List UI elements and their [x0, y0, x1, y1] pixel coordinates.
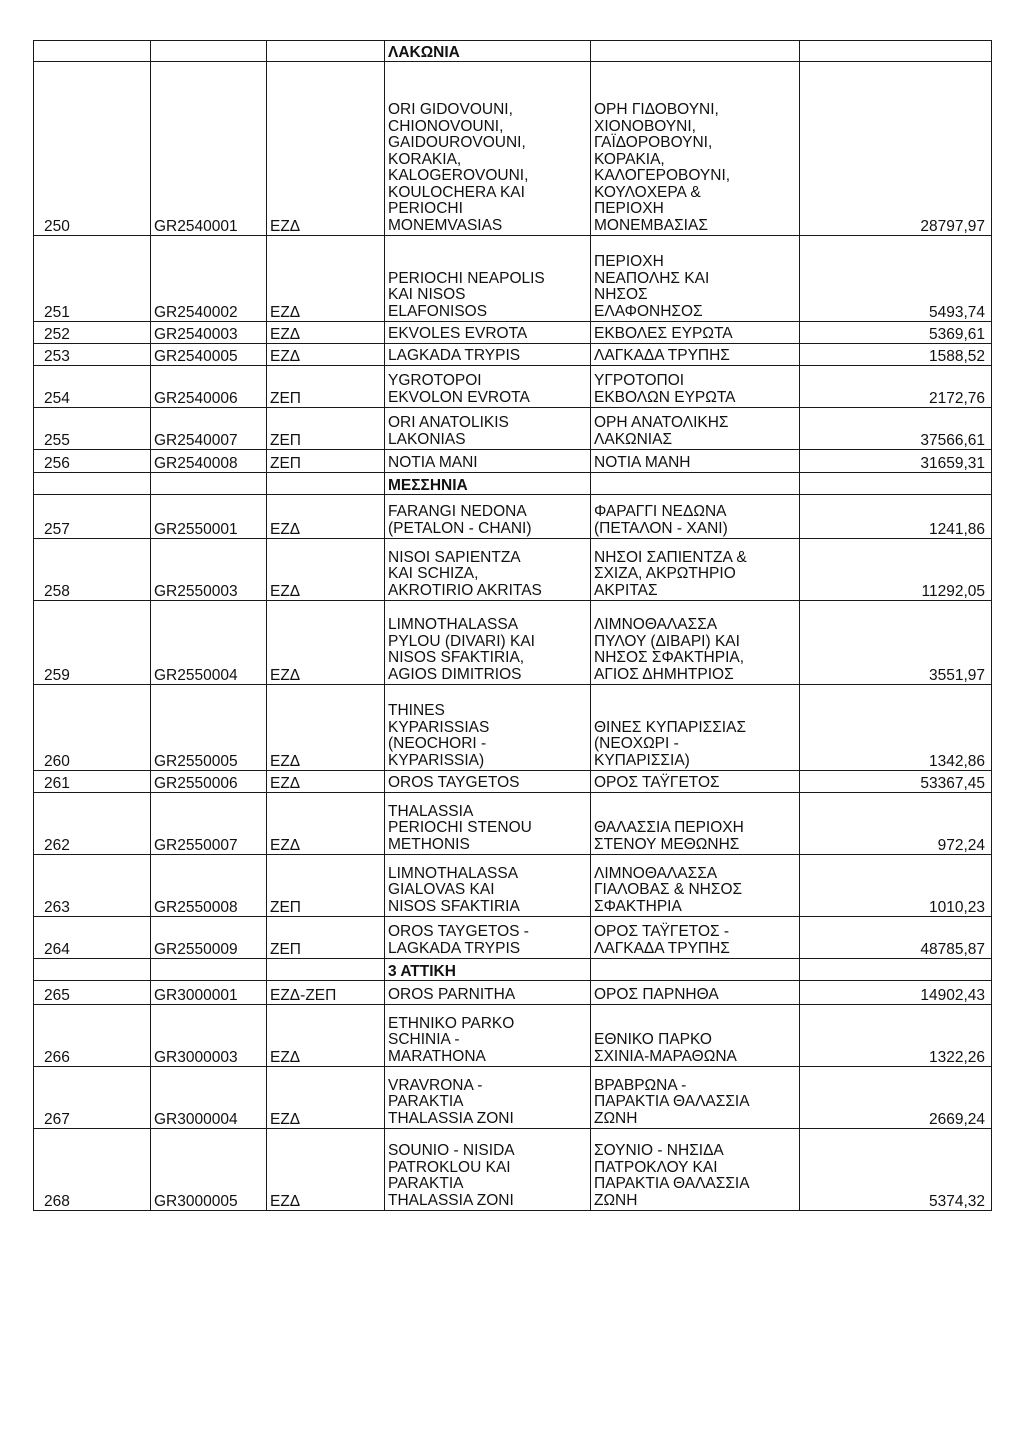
table-body	[34, 41, 992, 1211]
site-area: 31659,31	[800, 450, 992, 473]
site-name-greek	[591, 344, 800, 366]
site-name-greek	[591, 981, 800, 1005]
site-name-latin-line: OROS TAYGETOS	[388, 773, 520, 791]
site-name-greek	[591, 855, 800, 917]
site-type: ΕΖΔ	[267, 539, 385, 601]
site-type: ΕΖΔ	[267, 236, 385, 322]
site-name-latin-line: SCHINIA -	[388, 1031, 460, 1048]
site-name-greek	[591, 601, 800, 685]
site-name-greek-line: ΝΕΑΠΟΛΗΣ ΚΑΙ	[594, 269, 710, 287]
site-name-greek-line: ΚΥΠΑΡΙΣΣΙΑ)	[594, 751, 690, 769]
empty-cell	[267, 41, 385, 62]
site-name-latin-line: YGROTOPOI	[388, 372, 482, 389]
site-name-latin-line: AKROTIRIO AKRITAS	[388, 581, 542, 599]
site-name-latin-line: CHIONOVOUNI,	[388, 117, 504, 135]
site-name-greek	[591, 236, 800, 322]
table-row	[34, 450, 992, 473]
site-name-latin-line: LIMNOTHALASSA	[388, 616, 519, 633]
site-name-greek	[591, 917, 800, 959]
site-name-latin-line: ORI ANATOLIKIS	[388, 414, 509, 431]
site-name-latin	[385, 855, 591, 917]
site-name-latin-line: MARATHONA	[388, 1047, 486, 1065]
site-code: GR2550005	[151, 685, 267, 771]
empty-cell	[591, 959, 800, 981]
site-type: ΕΖΔ	[267, 1005, 385, 1067]
site-name-latin	[385, 366, 591, 408]
table-row	[34, 1129, 992, 1211]
site-code: GR2540007	[151, 408, 267, 450]
site-name-latin	[385, 685, 591, 771]
site-name-greek-line: ΧΙΟΝΟΒΟΥΝΙ,	[594, 117, 696, 135]
site-name-latin-line: LAGKADA TRYPIS	[388, 939, 521, 957]
site-name-latin	[385, 771, 591, 793]
site-type: ΕΖΔ	[267, 793, 385, 855]
site-name-latin-line: NISOS SFAKTIRIA	[388, 897, 520, 915]
site-name-latin-line: LAKONIAS	[388, 430, 466, 448]
site-name-latin-line: VRAVRONA -	[388, 1076, 483, 1094]
site-name-latin	[385, 322, 591, 344]
site-name-latin	[385, 1067, 591, 1129]
empty-cell	[34, 41, 151, 62]
table-row	[34, 1067, 992, 1129]
site-name-greek-line: ΑΚΡΙΤΑΣ	[594, 581, 658, 599]
site-name-latin-line: KAI NISOS	[388, 286, 466, 303]
site-name-greek-line: (ΠΕΤΑΛΟΝ - ΧΑΝΙ)	[594, 519, 728, 537]
site-number: 264	[34, 917, 151, 959]
table-row	[34, 539, 992, 601]
site-name-latin-line: LAGKADA TRYPIS	[388, 346, 521, 364]
site-name-latin-line: ELAFONISOS	[388, 302, 488, 320]
empty-cell	[800, 959, 992, 981]
site-name-greek-line: ΖΩΝΗ	[594, 1109, 638, 1127]
table-row	[34, 236, 992, 322]
site-name-latin	[385, 917, 591, 959]
site-name-greek-line: ΝΗΣΟΣ	[594, 286, 648, 303]
empty-cell	[800, 473, 992, 495]
site-name-greek-line: ΕΚΒΟΛΩΝ ΕΥΡΩΤΑ	[594, 388, 736, 406]
site-name-greek-line: ΛΑΓΚΑΔΑ ΤΡΥΠΗΣ	[594, 939, 730, 957]
site-name-greek-line: ΛΑΚΩΝΙΑΣ	[594, 430, 673, 448]
site-name-greek	[591, 322, 800, 344]
site-name-greek-line: ΠΑΤΡΟΚΛΟΥ ΚΑΙ	[594, 1158, 718, 1176]
site-name-latin-line: LIMNOTHALASSA	[388, 864, 519, 882]
site-name-latin	[385, 344, 591, 366]
site-name-latin	[385, 793, 591, 855]
site-name-latin-line: PARAKTIA	[388, 1175, 464, 1192]
table-row	[34, 495, 992, 539]
site-area: 5374,32	[800, 1129, 992, 1211]
site-name-latin-line: NISOS SFAKTIRIA,	[388, 649, 525, 666]
site-name-greek-line: ΛΙΜΝΟΘΑΛΑΣΣΑ	[594, 616, 718, 633]
site-number: 262	[34, 793, 151, 855]
site-area: 37566,61	[800, 408, 992, 450]
site-type: ΕΖΔ	[267, 322, 385, 344]
site-name-greek-line: ΠΑΡΑΚΤΙΑ ΘΑΛΑΣΣΙΑ	[594, 1175, 750, 1192]
site-code: GR3000001	[151, 981, 267, 1005]
site-name-greek	[591, 1005, 800, 1067]
site-code: GR2550003	[151, 539, 267, 601]
site-name-latin	[385, 539, 591, 601]
site-type: ΕΖΔ-ΖΕΠ	[267, 981, 385, 1005]
empty-cell	[151, 959, 267, 981]
empty-cell	[151, 41, 267, 62]
site-name-latin-line: KORAKIA,	[388, 150, 462, 168]
site-name-greek-line: ΘΙΝΕΣ ΚΥΠΑΡΙΣΣΙΑΣ	[594, 718, 747, 736]
site-type: ΖΕΠ	[267, 408, 385, 450]
table-row	[34, 771, 992, 793]
site-area: 2669,24	[800, 1067, 992, 1129]
site-area: 3551,97	[800, 601, 992, 685]
site-code: GR3000003	[151, 1005, 267, 1067]
site-name-latin-line: THINES	[388, 702, 445, 719]
site-name-latin-line: ETHNIKO PARKO	[388, 1014, 515, 1032]
site-name-latin	[385, 981, 591, 1005]
site-name-greek-line: ΚΟΥΛΟΧΕΡΑ &	[594, 183, 701, 201]
site-name-greek	[591, 408, 800, 450]
site-name-latin-line: THALASSIA ZONI	[388, 1109, 514, 1127]
site-name-latin-line: GAIDOUROVOUNI,	[388, 134, 526, 151]
site-type: ΖΕΠ	[267, 366, 385, 408]
site-name-latin-line: SOUNIO - NISIDA	[388, 1142, 515, 1159]
table-row	[34, 917, 992, 959]
site-name-greek-line: ΛΑΓΚΑΔΑ ΤΡΥΠΗΣ	[594, 346, 730, 364]
site-name-greek-line: ΖΩΝΗ	[594, 1191, 638, 1209]
site-number: 267	[34, 1067, 151, 1129]
site-name-latin-line: KOULOCHERA KAI	[388, 183, 525, 201]
table-row	[34, 366, 992, 408]
site-number: 268	[34, 1129, 151, 1211]
site-number: 250	[34, 62, 151, 236]
site-name-greek-line: ΣΤΕΝΟΥ ΜΕΘΩΝΗΣ	[594, 835, 740, 853]
site-name-latin-line: NISOI SAPIENTZA	[388, 548, 521, 566]
site-type: ΖΕΠ	[267, 917, 385, 959]
site-name-greek-line: ΒΡΑΒΡΩΝΑ -	[594, 1076, 687, 1094]
site-code: GR2550009	[151, 917, 267, 959]
site-name-greek	[591, 62, 800, 236]
table-row	[34, 793, 992, 855]
site-area: 5493,74	[800, 236, 992, 322]
table-row	[34, 601, 992, 685]
site-name-latin-line: AGIOS DIMITRIOS	[388, 665, 522, 683]
site-code: GR2540008	[151, 450, 267, 473]
site-number: 261	[34, 771, 151, 793]
site-name-greek-line: ΟΡΟΣ ΠΑΡΝΗΘΑ	[594, 985, 719, 1003]
table-row	[34, 685, 992, 771]
site-name-greek-line: ΠΕΡΙΟΧΗ	[594, 200, 664, 217]
site-name-greek-line: ΕΚΒΟΛΕΣ ΕΥΡΩΤΑ	[594, 324, 733, 342]
empty-cell	[151, 473, 267, 495]
site-area: 1010,23	[800, 855, 992, 917]
site-code: GR2550007	[151, 793, 267, 855]
site-name-latin-line: PYLOU (DIVARI) KAI	[388, 632, 535, 650]
empty-cell	[267, 473, 385, 495]
site-name-latin-line: GIALOVAS KAI	[388, 881, 495, 898]
site-name-latin-line: PERIOCHI STENOU	[388, 819, 532, 836]
table-row	[34, 1005, 992, 1067]
site-number: 260	[34, 685, 151, 771]
site-name-latin	[385, 408, 591, 450]
site-name-latin	[385, 1005, 591, 1067]
site-name-greek-line: (ΝΕΟΧΩΡΙ -	[594, 735, 679, 752]
site-type: ΖΕΠ	[267, 450, 385, 473]
site-name-greek-line: ΝΗΣΟΣ ΣΦΑΚΤΗΡΙΑ,	[594, 649, 745, 666]
site-code: GR3000004	[151, 1067, 267, 1129]
site-type: ΕΖΔ	[267, 344, 385, 366]
site-number: 254	[34, 366, 151, 408]
site-number: 266	[34, 1005, 151, 1067]
site-name-greek-line: ΣΧΙΝΙΑ-ΜΑΡΑΘΩΝΑ	[594, 1047, 737, 1065]
empty-cell	[591, 473, 800, 495]
site-name-greek-line: ΓΙΑΛΟΒΑΣ & ΝΗΣΟΣ	[594, 881, 743, 898]
table-row	[34, 62, 992, 236]
site-type: ΖΕΠ	[267, 855, 385, 917]
site-name-latin-line: PERIOCHI	[388, 200, 463, 217]
site-name-greek-line: ΕΘΝΙΚΟ ΠΑΡΚΟ	[594, 1031, 712, 1048]
site-code: GR2540001	[151, 62, 267, 236]
site-number: 252	[34, 322, 151, 344]
empty-cell	[267, 959, 385, 981]
site-name-latin-line: ORI GIDOVOUNI,	[388, 101, 513, 118]
site-number: 265	[34, 981, 151, 1005]
site-code: GR2540002	[151, 236, 267, 322]
site-area: 1241,86	[800, 495, 992, 539]
site-name-latin-line: KALOGEROVOUNI,	[388, 167, 529, 184]
region-header: ΜΕΣΣΗΝΙΑ	[385, 473, 591, 495]
site-name-greek	[591, 366, 800, 408]
site-name-greek	[591, 685, 800, 771]
site-code: GR3000005	[151, 1129, 267, 1211]
site-name-latin-line: PARAKTIA	[388, 1093, 464, 1110]
site-name-latin-line: MONEMVASIAS	[388, 216, 503, 234]
site-area: 28797,97	[800, 62, 992, 236]
site-name-greek-line: ΠΥΛΟΥ (ΔΙΒΑΡΙ) ΚΑΙ	[594, 632, 740, 650]
site-name-greek-line: ΠΑΡΑΚΤΙΑ ΘΑΛΑΣΣΙΑ	[594, 1093, 750, 1110]
site-name-latin	[385, 495, 591, 539]
site-area: 11292,05	[800, 539, 992, 601]
site-name-greek-line: ΜΟΝΕΜΒΑΣΙΑΣ	[594, 216, 708, 234]
site-number: 259	[34, 601, 151, 685]
region-header: ΛΑΚΩΝΙΑ	[385, 41, 591, 62]
site-name-greek	[591, 495, 800, 539]
site-number: 263	[34, 855, 151, 917]
site-name-latin	[385, 450, 591, 473]
site-number: 255	[34, 408, 151, 450]
site-name-latin-line: (NEOCHORI -	[388, 735, 487, 752]
table-row	[34, 322, 992, 344]
site-type: ΕΖΔ	[267, 1129, 385, 1211]
site-name-latin-line: THALASSIA	[388, 802, 474, 820]
site-code: GR2540003	[151, 322, 267, 344]
table-row	[34, 855, 992, 917]
site-code: GR2540005	[151, 344, 267, 366]
site-area: 1588,52	[800, 344, 992, 366]
region-header-row	[34, 959, 992, 981]
site-name-greek-line: ΟΡΗ ΑΝΑΤΟΛΙΚΗΣ	[594, 414, 729, 431]
site-name-latin-line: PERIOCHI NEAPOLIS	[388, 269, 545, 287]
empty-cell	[800, 41, 992, 62]
region-header-row	[34, 41, 992, 62]
site-number: 251	[34, 236, 151, 322]
site-type: ΕΖΔ	[267, 601, 385, 685]
document-page	[33, 40, 991, 1211]
site-number: 258	[34, 539, 151, 601]
site-name-greek-line: ΣΟΥΝΙΟ - ΝΗΣΙΔΑ	[594, 1142, 724, 1159]
site-name-greek-line: ΣΦΑΚΤΗΡΙΑ	[594, 897, 682, 915]
empty-cell	[34, 959, 151, 981]
site-name-greek-line: ΦΑΡΑΓΓΙ ΝΕΔΩΝΑ	[594, 503, 727, 520]
site-name-greek	[591, 1129, 800, 1211]
site-area: 1322,26	[800, 1005, 992, 1067]
site-name-latin-line: THALASSIA ZONI	[388, 1191, 514, 1209]
site-name-latin	[385, 236, 591, 322]
site-code: GR2550004	[151, 601, 267, 685]
site-type: ΕΖΔ	[267, 685, 385, 771]
site-type: ΕΖΔ	[267, 495, 385, 539]
site-area: 2172,76	[800, 366, 992, 408]
site-name-greek-line: ΛΙΜΝΟΘΑΛΑΣΣΑ	[594, 864, 718, 882]
site-name-latin	[385, 1129, 591, 1211]
site-name-greek-line: ΕΛΑΦΟΝΗΣΟΣ	[594, 302, 703, 320]
site-number: 256	[34, 450, 151, 473]
site-area: 53367,45	[800, 771, 992, 793]
region-header: 3 ΑΤΤΙΚΗ	[385, 959, 591, 981]
site-name-greek-line: ΟΡΗ ΓΙΔΟΒΟΥΝΙ,	[594, 101, 719, 118]
site-name-latin-line: (PETALON - CHANI)	[388, 519, 532, 537]
site-name-latin-line: METHONIS	[388, 835, 470, 853]
site-name-greek-line: ΟΡΟΣ ΤΑΫΓΕΤΟΣ	[594, 773, 720, 791]
site-name-latin	[385, 62, 591, 236]
site-name-latin-line: EKVOLON EVROTA	[388, 388, 530, 406]
site-name-greek-line: ΣΧΙΖΑ, ΑΚΡΩΤΗΡΙΟ	[594, 565, 736, 582]
site-name-greek-line: ΟΡΟΣ ΤΑΫΓΕΤΟΣ -	[594, 923, 730, 940]
site-name-latin-line: KAI SCHIZA,	[388, 565, 479, 582]
site-name-greek-line: ΥΓΡΟΤΟΠΟΙ	[594, 372, 685, 389]
site-area: 14902,43	[800, 981, 992, 1005]
site-type: ΕΖΔ	[267, 1067, 385, 1129]
site-area: 1342,86	[800, 685, 992, 771]
table-row	[34, 981, 992, 1005]
site-name-latin-line: EKVOLES EVROTA	[388, 324, 528, 342]
site-name-latin-line: OROS TAYGETOS -	[388, 923, 529, 940]
table-row	[34, 408, 992, 450]
site-type: ΕΖΔ	[267, 62, 385, 236]
site-area: 972,24	[800, 793, 992, 855]
site-number: 253	[34, 344, 151, 366]
site-name-greek	[591, 1067, 800, 1129]
site-name-greek-line: ΑΓΙΟΣ ΔΗΜΗΤΡΙΟΣ	[594, 665, 734, 683]
site-name-greek-line: ΝΟΤΙΑ ΜΑΝΗ	[594, 453, 691, 471]
site-name-latin-line: PATROKLOU KAI	[388, 1158, 511, 1176]
site-name-greek-line: ΘΑΛΑΣΣΙΑ ΠΕΡΙΟΧΗ	[594, 819, 744, 836]
site-type: ΕΖΔ	[267, 771, 385, 793]
site-area: 48785,87	[800, 917, 992, 959]
empty-cell	[34, 473, 151, 495]
site-name-greek-line: ΚΑΛΟΓΕΡΟΒΟΥΝΙ,	[594, 167, 731, 184]
site-name-greek	[591, 450, 800, 473]
site-name-greek	[591, 539, 800, 601]
site-name-greek-line: ΓΑΪΔΟΡΟΒΟΥΝΙ,	[594, 134, 713, 151]
site-name-latin-line: KYPARISSIA)	[388, 751, 485, 769]
site-code: GR2550006	[151, 771, 267, 793]
site-number: 257	[34, 495, 151, 539]
site-name-latin-line: NOTIA MANI	[388, 453, 478, 471]
site-code: GR2550001	[151, 495, 267, 539]
site-name-latin	[385, 601, 591, 685]
table-row	[34, 344, 992, 366]
site-name-greek	[591, 771, 800, 793]
site-code: GR2550008	[151, 855, 267, 917]
site-code: GR2540006	[151, 366, 267, 408]
site-name-greek	[591, 793, 800, 855]
site-name-latin-line: OROS PARNITHA	[388, 985, 516, 1003]
region-header-row	[34, 473, 992, 495]
empty-cell	[591, 41, 800, 62]
site-name-latin-line: FARANGI NEDONA	[388, 503, 527, 520]
site-name-greek-line: ΚΟΡΑΚΙΑ,	[594, 150, 665, 168]
site-area: 5369,61	[800, 322, 992, 344]
natura-sites-table	[33, 40, 992, 1211]
site-name-greek-line: ΠΕΡΙΟΧΗ	[594, 253, 664, 270]
site-name-latin-line: KYPARISSIAS	[388, 718, 490, 736]
site-name-greek-line: ΝΗΣΟΙ ΣΑΠΙΕΝΤΖΑ &	[594, 548, 747, 566]
